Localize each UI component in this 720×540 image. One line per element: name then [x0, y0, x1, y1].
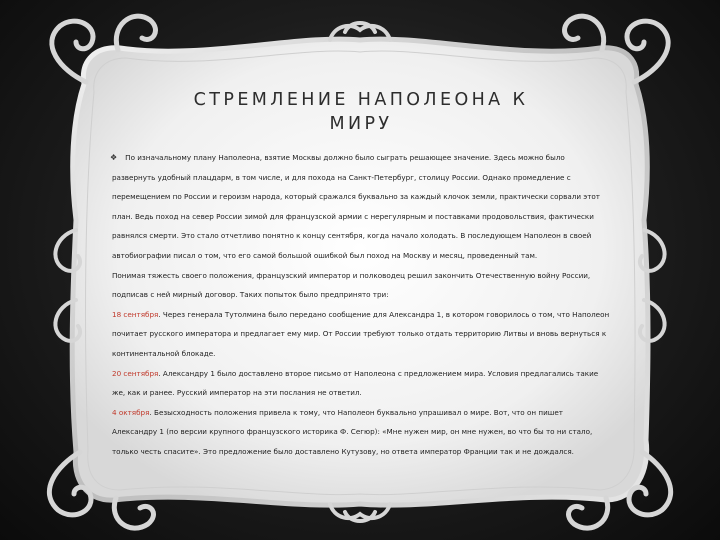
- slide-content: [112, 88, 610, 468]
- paragraph-intro: ❖ По изначальному плану Наполеона, взятие Москвы должно было сыграть решающее значение. Здесь можно было развернуть удобный плацдарм, в том числе, и для похода на Санкт-Петербург, столицу России. Однако промедление с перемещением по России и героизм народа, который сражался буквально за каждый клочок земли, практически сорвали этот план. Ведь поход на север России зимой для французской армии с нерегулярным и поставками продовольствия, фактически равнялся смерти. Это стало отчетливо понятно к концу сентября, когда начало холодать. В последующем Наполеон в своей автобиографии писал о том, что его самой большой ошибкой был поход на Москву и месяц, проведенный там.: [110, 153, 600, 260]
- date-highlight: 18 сентября: [112, 309, 159, 319]
- paragraph-attempt-3: 4 октября. Безысходность положения привела к тому, что Наполеон буквально упрашивал о мире. Вот, что он пишет Александру 1 (по версии крупного французского историка Ф. Сегюр): «Мне нужен мир, он мне нужен, во что бы то ни стало, только честь спасите». Это предложение было доставлено Кутузову, но ответа император Франции так и не дождался.: [112, 407, 593, 456]
- date-highlight: 20 сентября: [112, 368, 159, 378]
- title-line-2: МИРУ: [329, 114, 393, 134]
- paragraph-attempt-1: 18 сентября. Через генерала Тутолмина было передано сообщение для Александра 1, в котором говорилось о том, что Наполеон почитает русского императора и предлагает ему мир. От России требуют только отдать территорию Литвы и вновь вернуться к континентальной блокаде.: [112, 309, 610, 358]
- title-line-1: СТРЕМЛЕНИЕ НАПОЛЕОНА К: [193, 90, 529, 110]
- paragraph-peace-attempts: Понимая тяжесть своего положения, французский император и полководец решил закончить Отечественную войну России, подписав с ней мирный договор. Таких попыток было предпринято три:: [112, 270, 591, 300]
- slide-body: [112, 148, 610, 462]
- paragraph-attempt-2: 20 сентября. Александру 1 было доставлено второе письмо от Наполеона с предложением мира. Условия предлагались такие же, как и ранее. Русский император на эти послания не ответил.: [112, 368, 599, 398]
- diamond-bullet-icon: ❖: [110, 153, 118, 162]
- slide-title: [112, 88, 610, 136]
- date-highlight: 4 октября: [112, 407, 150, 417]
